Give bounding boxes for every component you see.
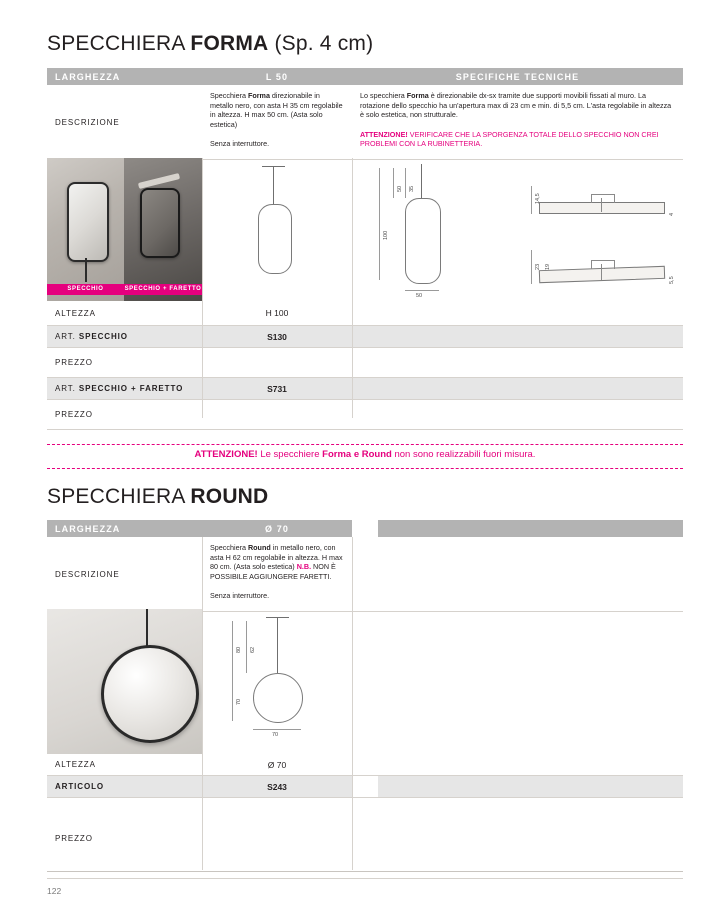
table-row xyxy=(47,754,683,776)
dim-bracket-top-d: 4 xyxy=(669,212,675,216)
table-row xyxy=(47,301,683,326)
dim-h-stem2: 35 xyxy=(409,185,415,192)
warning-text-b: non sono realizzabili fuori misura. xyxy=(391,449,536,460)
bracket-bottom-center xyxy=(601,264,602,280)
header-gap xyxy=(352,520,378,537)
attenzione-text: VERIFICARE CHE LA SPORGENZA TOTALE DELLO SPECCHIO NON CREI PROBLEMI CON LA RUBINETTERIA. xyxy=(360,129,659,148)
round-dim-line-3 xyxy=(232,673,233,721)
column-divider-3 xyxy=(202,301,203,418)
round-header-table xyxy=(47,520,683,537)
row-value-prezzo-round[interactable] xyxy=(202,798,352,879)
forma-drawing-technical xyxy=(353,158,683,301)
round-dim-line-1 xyxy=(232,621,233,673)
warning-dash-bottom xyxy=(47,468,683,469)
row-spacer xyxy=(352,301,683,326)
round-drawing xyxy=(202,609,352,754)
drawing-ceiling-line xyxy=(262,166,285,167)
title-bold-forma: FORMA xyxy=(190,32,269,55)
round-column-divider-1 xyxy=(202,537,203,754)
forma-tech-cell xyxy=(352,85,683,160)
row-value-articolo-round: S243 xyxy=(202,776,352,798)
header-empty-round xyxy=(378,520,683,537)
bracket-top-dim-line xyxy=(531,186,532,214)
row-label-altezza-round: ALTEZZA xyxy=(47,754,202,776)
header-l50: L 50 xyxy=(202,68,352,85)
round-data-table xyxy=(47,754,683,879)
caption-specchio: SPECCHIO xyxy=(47,284,124,295)
table-header-row xyxy=(47,520,683,537)
row-label-prezzo-1: PREZZO xyxy=(47,348,202,378)
row-label-prezzo-round: PREZZO xyxy=(47,798,202,879)
row-gap xyxy=(352,754,378,776)
round-drawing-rod xyxy=(277,617,278,673)
row-spacer xyxy=(352,400,683,430)
page-title-forma xyxy=(47,32,373,56)
forma-description-text: Specchiera Forma direzionabile in metallo nero, con asta H 35 cm regolabile in altezza. H max 50 cm. (Asta solo estetica) xyxy=(210,91,343,129)
dim-bracket-bot-h1: 23 xyxy=(535,263,541,270)
header-larghezza-round: LARGHEZZA xyxy=(47,520,202,537)
mirror-shape xyxy=(67,182,109,262)
table-row xyxy=(47,85,683,160)
spotlight-bar xyxy=(138,173,180,189)
mirror-shape-dark xyxy=(140,188,180,258)
round-drawing-ceiling xyxy=(266,617,289,618)
round-column-divider-3 xyxy=(202,754,203,870)
forma-description-table xyxy=(47,85,683,160)
dim-width: 50 xyxy=(416,293,423,299)
dim-h-stem: 50 xyxy=(397,185,403,192)
dim-bracket-bot-d: 5,5 xyxy=(669,276,675,284)
warning-bold-2: Forma e Round xyxy=(322,449,392,460)
round-empty-cell xyxy=(378,537,683,612)
row-value-prezzo-2[interactable] xyxy=(202,400,352,430)
table-row xyxy=(47,348,683,378)
art-bold-2: SPECCHIO + FARETTO xyxy=(78,384,184,393)
table-row xyxy=(47,537,683,612)
table-row xyxy=(47,378,683,400)
row-spacer xyxy=(378,798,683,879)
round-empty-panel xyxy=(378,609,683,754)
art-prefix: ART. xyxy=(55,332,79,341)
dim-round-h-stem: 62 xyxy=(250,646,256,653)
page-number: 122 xyxy=(47,886,62,896)
bracket-top-clip xyxy=(591,194,615,203)
row-spacer xyxy=(352,348,683,378)
row-label-art-specchio xyxy=(47,326,202,348)
title-bold-round: ROUND xyxy=(190,485,269,508)
dim-round-diameter-h: 70 xyxy=(272,732,279,738)
dim-h-total: 100 xyxy=(383,230,389,240)
articolo-bold: ARTICOLO xyxy=(55,782,104,791)
bracket-top-center xyxy=(601,198,602,212)
label-descrizione: DESCRIZIONE xyxy=(47,85,202,160)
warning-text-a: Le specchiere xyxy=(257,449,323,460)
drawing-rod xyxy=(421,164,422,198)
forma-header-table xyxy=(47,68,683,85)
table-row xyxy=(47,798,683,879)
round-description-note: Senza interruttore. xyxy=(210,591,270,600)
dim-line-vertical-2 xyxy=(393,168,394,198)
row-value-prezzo-1[interactable] xyxy=(202,348,352,378)
warning-message xyxy=(47,449,683,460)
round-column-divider-4 xyxy=(352,754,353,870)
row-value-altezza-round: Ø 70 xyxy=(202,754,352,776)
art-bold: SPECCHIO xyxy=(78,332,128,341)
table-header-row xyxy=(47,68,683,85)
row-gap xyxy=(352,798,378,879)
round-drawing-mirror xyxy=(253,673,303,723)
round-photo xyxy=(47,609,202,754)
title-prefix-round: SPECCHIERA xyxy=(47,485,191,508)
dim-line-vertical xyxy=(379,168,380,280)
row-value-altezza: H 100 xyxy=(202,301,352,326)
warning-bold: ATTENZIONE! xyxy=(194,449,258,460)
round-column-divider-2 xyxy=(352,537,353,754)
row-value-art-specchio: S130 xyxy=(202,326,352,348)
forma-tech-text: Lo specchiera Forma è direzionabile dx-sx tramite due supporti movibili fissati al muro. La rotazione dello specchio ha un'apertura max di 23 cm e min. di 5,5 cm. L'asta regolabile in altezza è solo estetica, non strutturale. xyxy=(360,91,672,119)
drawing-bracket-top xyxy=(539,202,665,214)
row-label-prezzo-2: PREZZO xyxy=(47,400,202,430)
footer-rule xyxy=(47,871,683,872)
row-value-art-specchio-faretto: S731 xyxy=(202,378,352,400)
dim-bracket-top-h: 14,5 xyxy=(535,193,541,204)
round-dim-line-2 xyxy=(246,621,247,673)
forma-description-cell xyxy=(202,85,352,160)
header-larghezza: LARGHEZZA xyxy=(47,68,202,85)
forma-photo-specchio-faretto xyxy=(124,158,202,301)
round-description-text: Specchiera Round in metallo nero, con asta H 62 cm regolabile in altezza. H max 80 cm. (Asta solo estetica) N.B. NON È POSSIBILE AGGIUNGERE FARETTI. xyxy=(210,543,343,581)
dim-line-horizontal xyxy=(405,290,439,291)
header-diameter-round: Ø 70 xyxy=(202,520,352,537)
dim-line-vertical-3 xyxy=(405,168,406,198)
row-label-altezza: ALTEZZA xyxy=(47,301,202,326)
column-divider-4 xyxy=(352,301,353,418)
forma-drawing-front xyxy=(202,158,352,301)
round-gap-cell xyxy=(352,537,378,612)
bracket-bottom-dim-line xyxy=(531,250,532,284)
header-specifiche: SPECIFICHE TECNICHE xyxy=(352,68,683,85)
column-divider-2 xyxy=(352,158,353,301)
table-row xyxy=(47,326,683,348)
row-gap xyxy=(352,776,378,798)
forma-tech-warning xyxy=(360,130,675,149)
drawing-mirror-body xyxy=(258,204,292,274)
mirror-stem xyxy=(85,258,87,282)
row-spacer-shaded xyxy=(378,776,683,798)
row-spacer xyxy=(352,378,683,400)
forma-description-note: Senza interruttore. xyxy=(210,139,270,148)
attenzione-label: ATTENZIONE! xyxy=(360,129,408,139)
round-dim-line-4 xyxy=(253,729,301,730)
row-label-articolo-round xyxy=(47,776,202,798)
page-title-round xyxy=(47,485,268,509)
round-description-cell xyxy=(202,537,352,612)
round-mirror-shape xyxy=(101,645,199,743)
drawing-stem-line xyxy=(273,166,274,204)
forma-data-table xyxy=(47,301,683,430)
column-divider-1 xyxy=(202,158,203,301)
table-row xyxy=(47,776,683,798)
bracket-bottom-clip xyxy=(591,260,615,269)
forma-photo-block xyxy=(47,158,202,301)
caption-specchio-faretto: SPECCHIO + FARETTO xyxy=(124,284,202,295)
row-spacer xyxy=(378,754,683,776)
title-prefix-forma: SPECCHIERA xyxy=(47,32,191,55)
warning-dash-top xyxy=(47,444,683,445)
art-prefix-2: ART. xyxy=(55,384,79,393)
drawing-mirror-elevation xyxy=(405,198,441,284)
row-spacer xyxy=(352,326,683,348)
dim-round-diameter-v: 70 xyxy=(236,698,242,705)
round-photo-stem xyxy=(146,609,148,647)
title-suffix-forma: (Sp. 4 cm) xyxy=(268,32,374,55)
dim-round-h-max: 80 xyxy=(236,646,242,653)
row-label-art-specchio-faretto xyxy=(47,378,202,400)
dim-bracket-bot-h2: 19 xyxy=(545,263,551,270)
table-row xyxy=(47,400,683,430)
forma-photo-specchio xyxy=(47,158,124,301)
label-descrizione-round: DESCRIZIONE xyxy=(47,537,202,612)
round-description-table xyxy=(47,537,683,612)
